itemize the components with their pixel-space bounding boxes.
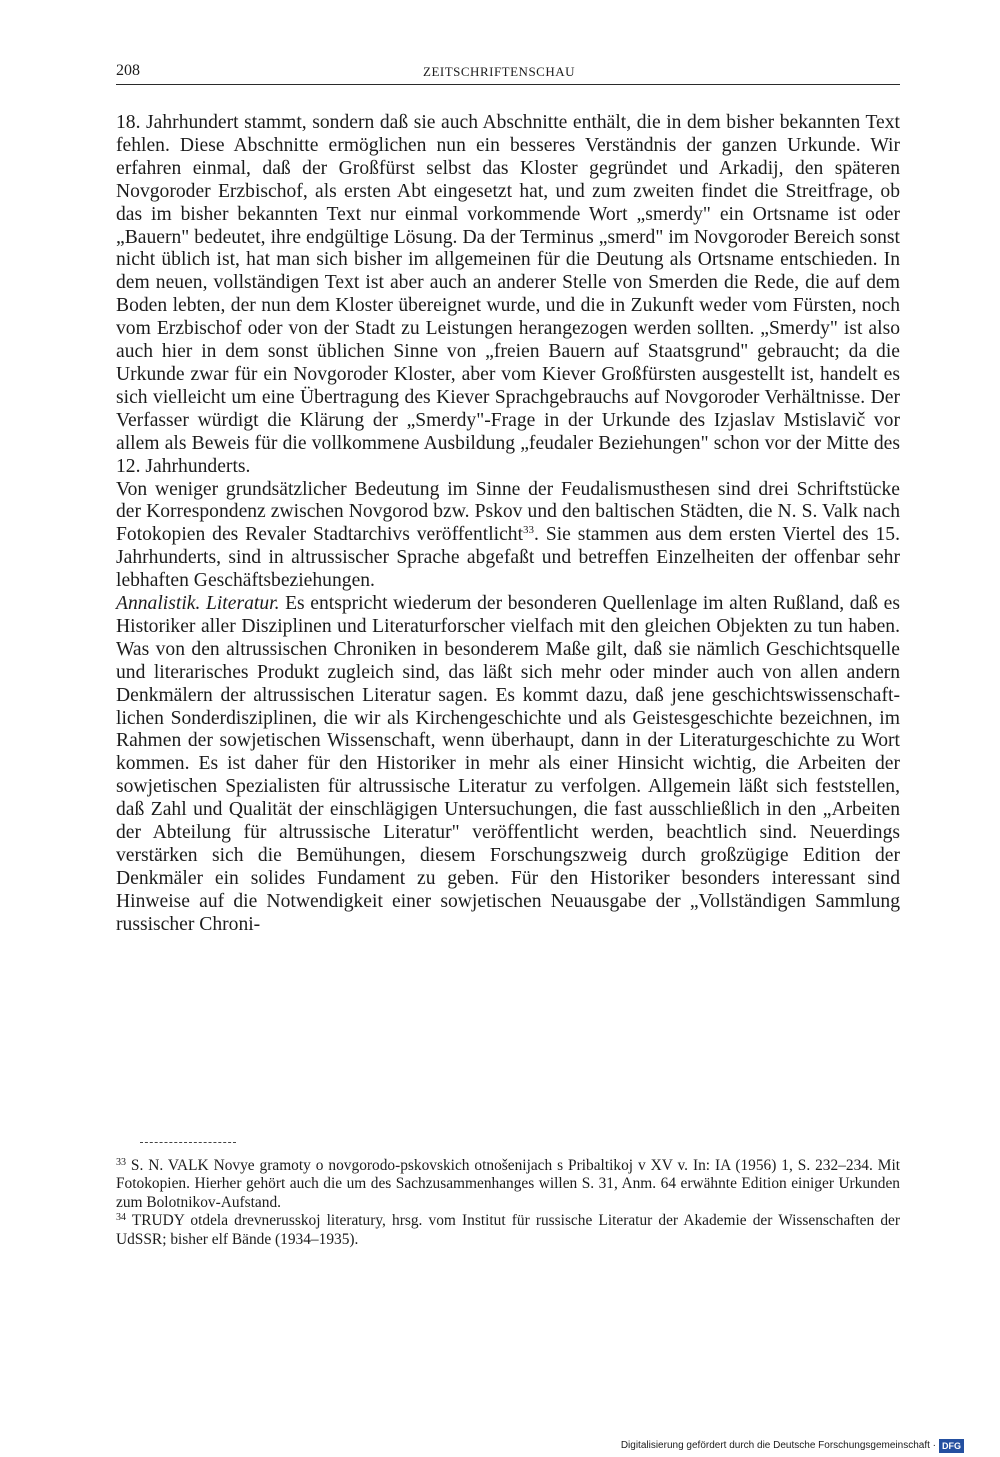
paragraph-3: [116, 593, 900, 937]
digitization-credit: [621, 1439, 964, 1453]
paragraph-2: [116, 479, 900, 594]
footnote-ref-33: 33: [523, 524, 535, 537]
running-title: ZEITSCHRIFTENSCHAU: [423, 64, 576, 79]
footnote-text: S. N. VALK Novye gramoty o novgorodo-pskovskich otnošenijach s Pribaltikoj v XV v. In: IA (1956) 1, S. 232–234. Mit Fotokopien. Hierher gehört auch die um des Sachzusammenhanges willen S. 31, Anm. 64 erwähnte Edition einiger Urkunden zum Bolotnikov-Aufstand.: [116, 1157, 900, 1211]
page-number: 208: [116, 62, 140, 79]
page-header: [116, 60, 900, 85]
credit-text: Digitalisierung gefördert durch die Deutsche Forschungsgemeinschaft ·: [620, 1440, 936, 1451]
footnote-33: [116, 1157, 900, 1212]
footnote-34: [116, 1212, 900, 1249]
footnotes: [116, 1157, 900, 1249]
section-heading: Annalistik. Literatur.: [116, 593, 280, 615]
main-text: [116, 112, 900, 937]
paragraph-3-text: Es entspricht wiederum der besonderen Quellenlage im alten Rußland, daß es Historiker aller Disziplinen und Literaturforscher vielfach mit den gleichen Objekten zu tun haben. Was von den altrussischen Chroniken in besonderem Maße gilt, daß sie nämlich Geschichtsquelle und literarisches Produkt zugleich sind, das läßt sich mehr oder minder auch von allen andern Denkmälern der altrussischen Literatur sagen. Es kommt dazu, daß jene geschichtswissenschaftlichen Sonderdisziplinen, die wir als Kirchengeschichte und als Geistesgeschichte bezeichnen, im Rahmen der sowjetischen Wissenschaft, wenn überhaupt, dann in der Literaturgeschichte zu Wort kommen. Es ist daher für den Historiker in mehr als einer Hinsicht wichtig, die Arbeiten der sowjetischen Spezialisten für altrussische Literatur zu verfolgen. Allgemein läßt sich feststellen, daß Zahl und Qualität der einschlägigen Untersuchungen, die fast ausschließlich in den „Arbeiten der Abteilung für altrussische Literatur" veröffentlicht werden, beachtlich sind. Neuerdings verstärken sich die Bemühungen, diesem Forschungszweig durch großzügige Edition der Denkmäler ein solides Fundament zu geben. Für den Historiker besonders interessant sind Hinweise auf die Notwendigkeit einer sowjetischen Neuausgabe der „Vollständigen Sammlung russischer Chroni-: [116, 593, 900, 935]
dfg-logo: DFG: [939, 1439, 964, 1453]
footnote-number: 33: [116, 1157, 126, 1168]
footnote-rule: [140, 1142, 236, 1143]
footnote-text: TRUDY otdela drevnerusskoj literatury, hrsg. vom Institut für russische Literatur der Akademie der Wissenschaften der UdSSR; bisher elf Bände (1934–1935).: [116, 1212, 900, 1248]
paragraph-1: 18. Jahrhundert stammt, sondern daß sie auch Abschnitte enthält, die in dem bisher bekannten Text fehlen. Diese Abschnitte ermöglichen nun ein besseres Verständnis der ganzen Urkunde. Wir erfahren einmal, daß der Großfürst selbst das Kloster gegründet und Arkadij, den späteren Novgoroder Erzbischof, als ersten Abt eingesetzt hat, und zum zweiten findet die Streitfrage, ob das im bisher bekannten Text nur einmal vorkommende Wort „smerdy" ein Ortsname ist oder „Bauern" bedeutet, ihre endgültige Lösung. Da der Terminus „smerd" im Novgoroder Bereich sonst nicht üblich ist, hat man sich bisher im allgemeinen für die Deutung als Ortsname entschieden. In dem neuen, vollständigen Text ist aber auch an anderer Stelle von Smerden die Rede, die auf dem Boden lebten, der nun dem Kloster übereignet wurde, und die in Zukunft weder vom Fürsten, noch vom Erzbischof oder von der Stadt zu Leistungen herangezogen werden sollten. „Smerdy" ist also auch hier in dem sonst üblichen Sinne von „freien Bauern auf Staatsgrund" gebraucht; da die Urkunde zwar für ein Novgoroder Kloster, aber vom Kiever Großfürsten ausgestellt ist, handelt es sich vielleicht um eine Übertragung des Kiever Sprachgebrauchs auf Novgoroder Verhältnisse. Der Verfasser würdigt die Klärung der „Smerdy"-Frage in der Urkunde des Izjaslav Mstislavič vor allem als Beweis für die vollkommene Ausbildung „feudaler Beziehungen" schon vor der Mitte des 12. Jahrhunderts.: [116, 112, 900, 477]
footnote-number: 34: [116, 1212, 126, 1224]
paragraph-2-text-cont: . Sie stammen aus dem ersten Viertel des 15. Jahrhunderts, sind in altrussischer Sprache abgefaßt und betreffen Einzelheiten der offenbar sehr lebhaften Geschäftsbeziehungen.: [116, 524, 901, 592]
paragraph-2-text: Von weniger grundsätzlicher Bedeutung im Sinne der Feudalismusthesen sind drei Schriftstücke der Korrespondenz zwischen Novgorod bzw. Pskov und den baltischen Städten, die N. S. Valk nach Fotokopien des Revaler Stadtarchivs veröffentlicht: [116, 478, 900, 546]
